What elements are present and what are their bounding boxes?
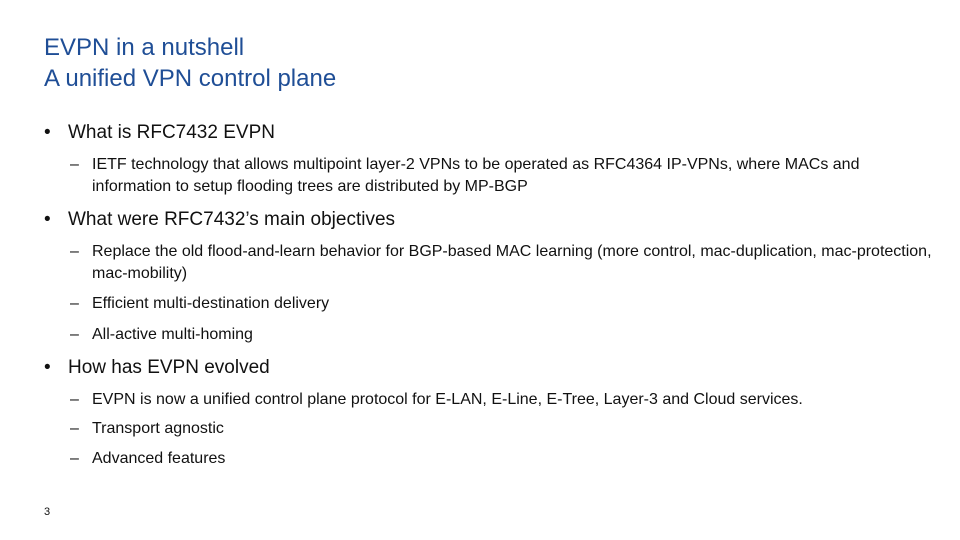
bullet-main-objectives — [44, 208, 395, 232]
dash-icon: – — [70, 420, 79, 437]
sub-bullet-text: IETF technology that allows multipoint layer-2 VPNs to be operated as RFC4364 IP-VPNs, where MACs and information to setup flooding trees are distributed by MP-BGP — [92, 156, 860, 195]
sub-bullet-efficient-delivery — [70, 293, 940, 315]
bullet-icon: • — [44, 357, 51, 378]
sub-bullet-replace-flood-and-learn — [70, 241, 940, 285]
bullet-text: What is RFC7432 EVPN — [68, 122, 275, 143]
dash-icon: – — [70, 326, 79, 343]
bullet-what-is-evpn — [44, 121, 275, 145]
page-number: 3 — [44, 506, 51, 518]
sub-bullet-text: Advanced features — [92, 450, 226, 467]
bullet-how-evpn-evolved — [44, 356, 270, 380]
sub-bullet-text: Efficient multi-destination delivery — [92, 295, 330, 312]
bullet-text: What were RFC7432’s main objectives — [68, 209, 396, 230]
sub-bullet-advanced-features — [70, 448, 940, 470]
sub-bullet-text: Replace the old flood-and-learn behavior for BGP-based MAC learning (more control, mac-duplication, mac-protection, mac-mobility) — [92, 243, 932, 282]
dash-icon: – — [70, 156, 79, 173]
sub-bullet-ietf-technology — [70, 154, 940, 198]
dash-icon: – — [70, 450, 79, 467]
title-line-2: A unified VPN control plane — [44, 65, 337, 92]
sub-bullet-text: Transport agnostic — [92, 420, 224, 437]
dash-icon: – — [70, 243, 79, 260]
dash-icon: – — [70, 391, 79, 408]
slide-title — [44, 32, 336, 94]
bullet-text: How has EVPN evolved — [68, 357, 270, 378]
bullet-icon: • — [44, 122, 51, 143]
sub-bullet-text: EVPN is now a unified control plane protocol for E-LAN, E-Line, E-Tree, Layer-3 and Cloud services. — [92, 391, 803, 408]
bullet-icon: • — [44, 209, 51, 230]
sub-bullet-transport-agnostic — [70, 418, 940, 440]
sub-bullet-all-active-multihoming — [70, 324, 940, 346]
sub-bullet-unified-control-plane — [70, 389, 940, 411]
dash-icon: – — [70, 295, 79, 312]
sub-bullet-text: All-active multi-homing — [92, 326, 253, 343]
title-line-1: EVPN in a nutshell — [44, 34, 245, 61]
